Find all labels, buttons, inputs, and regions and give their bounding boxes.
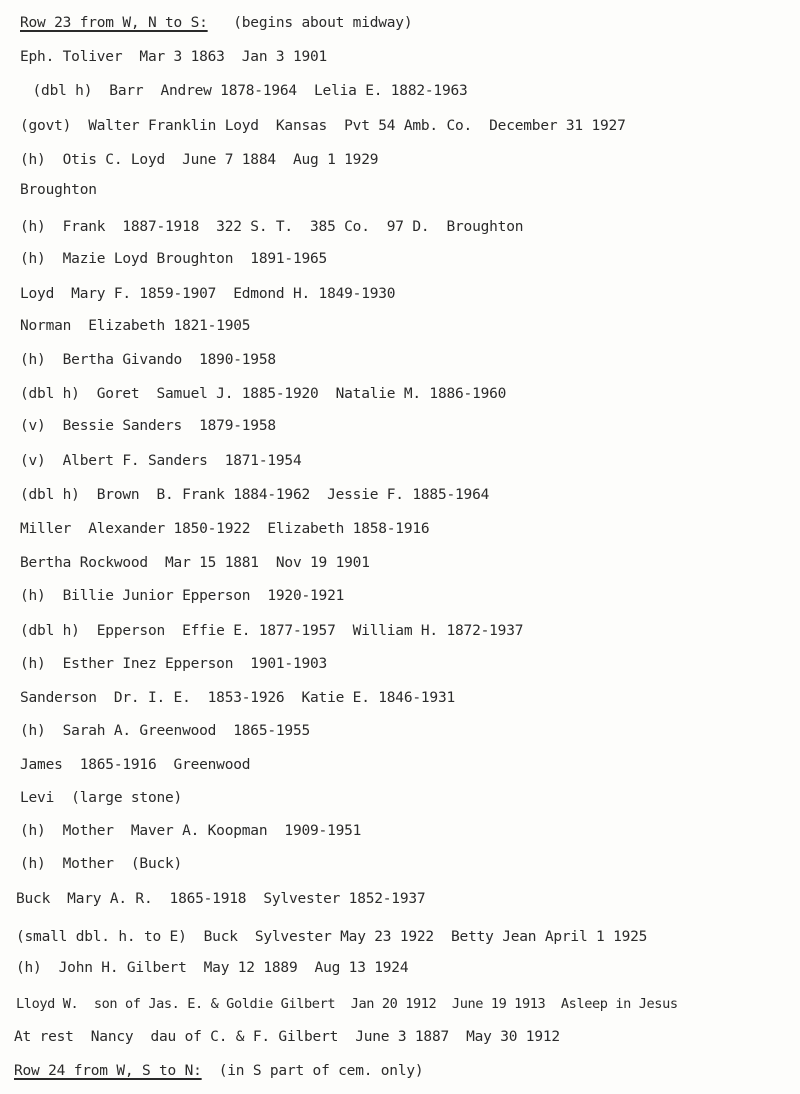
row-heading-title: Row 23 from W, N to S: (20, 15, 208, 31)
text-line: (h) Esther Inez Epperson 1901-1903 (20, 656, 328, 672)
text-line: (h) Bertha Givando 1890-1958 (20, 352, 276, 368)
text-line: (small dbl. h. to E) Buck Sylvester May 23 1922 Betty Jean April 1 1925 (16, 929, 648, 945)
text-line: Eph. Toliver Mar 3 1863 Jan 3 1901 (20, 49, 328, 65)
text-line: (govt) Walter Franklin Loyd Kansas Pvt 54 Amb. Co. December 31 1927 (20, 118, 626, 134)
text-line: (h) Frank 1887-1918 322 S. T. 385 Co. 97 D. Broughton (20, 219, 524, 235)
text-line: Miller Alexander 1850-1922 Elizabeth 1858-1916 (20, 521, 430, 537)
text-line: (h) Otis C. Loyd June 7 1884 Aug 1 1929 (20, 152, 379, 168)
text-line: (v) Bessie Sanders 1879-1958 (20, 418, 276, 434)
text-line: (dbl h) Epperson Effie E. 1877-1957 William H. 1872-1937 (20, 623, 524, 639)
text-line: (dbl h) Barr Andrew 1878-1964 Lelia E. 1882-1963 (24, 83, 468, 99)
text-line: Norman Elizabeth 1821-1905 (20, 318, 251, 334)
text-line: (dbl h) Goret Samuel J. 1885-1920 Natalie M. 1886-1960 (20, 386, 507, 402)
text-line: (h) Mazie Loyd Broughton 1891-1965 (20, 251, 328, 267)
text-line: Loyd Mary F. 1859-1907 Edmond H. 1849-1930 (20, 286, 396, 302)
text-line: (h) Mother Maver A. Koopman 1909-1951 (20, 823, 362, 839)
text-line: (dbl h) Brown B. Frank 1884-1962 Jessie F. 1885-1964 (20, 487, 490, 503)
text-line: (h) Sarah A. Greenwood 1865-1955 (20, 723, 311, 739)
text-line: (h) Billie Junior Epperson 1920-1921 (20, 588, 345, 604)
text-line: Lloyd W. son of Jas. E. & Goldie Gilbert Jan 20 1912 June 19 1913 Asleep in Jesus (16, 996, 678, 1012)
text-line: (v) Albert F. Sanders 1871-1954 (20, 453, 302, 469)
text-line: Levi (large stone) (20, 790, 183, 806)
text-line: Sanderson Dr. I. E. 1853-1926 Katie E. 1846-1931 (20, 690, 456, 706)
text-line: At rest Nancy dau of C. & F. Gilbert June 3 1887 May 30 1912 (14, 1029, 560, 1045)
row-heading-note: (in S part of cem. only) (201, 1063, 424, 1079)
row-heading (14, 1061, 423, 1081)
text-line: Bertha Rockwood Mar 15 1881 Nov 19 1901 (20, 555, 370, 571)
row-heading-note: (begins about midway) (207, 15, 413, 31)
row-heading-title: Row 24 from W, S to N: (14, 1063, 202, 1079)
text-line: (h) John H. Gilbert May 12 1889 Aug 13 1924 (16, 960, 409, 976)
text-line: Buck Mary A. R. 1865-1918 Sylvester 1852-1937 (16, 891, 426, 907)
row-heading (20, 13, 412, 33)
text-line: Broughton (20, 182, 97, 198)
text-line: (h) Mother (Buck) (20, 856, 183, 872)
text-line: James 1865-1916 Greenwood (20, 757, 251, 773)
